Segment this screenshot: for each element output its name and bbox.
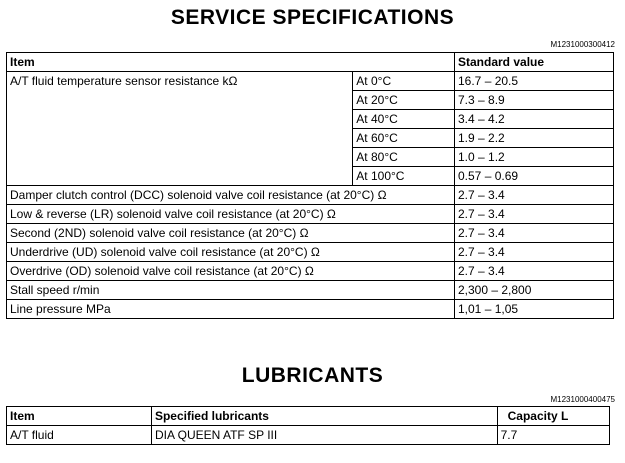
spec-value: 2.7 – 3.4 bbox=[455, 186, 614, 205]
spec-value: 2.7 – 3.4 bbox=[455, 262, 614, 281]
sensor-value: 3.4 – 4.2 bbox=[455, 110, 614, 129]
spec-value: 2.7 – 3.4 bbox=[455, 243, 614, 262]
header-specified-lubricants: Specified lubricants bbox=[151, 407, 497, 426]
spec-item: Line pressure MPa bbox=[7, 300, 455, 319]
lubricants-title: LUBRICANTS bbox=[241, 364, 384, 387]
header-item: Item bbox=[7, 407, 152, 426]
sensor-value: 0.57 – 0.69 bbox=[455, 167, 614, 186]
table-row bbox=[7, 186, 614, 205]
lubricants-table bbox=[6, 406, 610, 445]
table-row bbox=[7, 72, 614, 91]
table-row bbox=[7, 426, 610, 445]
lubricants-code: M1231000400475 bbox=[550, 395, 615, 404]
spec-item: Low & reverse (LR) solenoid valve coil resistance (at 20°C) Ω bbox=[7, 205, 455, 224]
sensor-condition: At 0°C bbox=[353, 72, 455, 91]
spec-value: 2.7 – 3.4 bbox=[455, 205, 614, 224]
spec-item: Damper clutch control (DCC) solenoid valve coil resistance (at 20°C) Ω bbox=[7, 186, 455, 205]
sensor-value: 1.9 – 2.2 bbox=[455, 129, 614, 148]
service-specifications-title: SERVICE SPECIFICATIONS bbox=[170, 6, 455, 29]
sensor-condition: At 100°C bbox=[353, 167, 455, 186]
spec-item: Stall speed r/min bbox=[7, 281, 455, 300]
spec-item: Overdrive (OD) solenoid valve coil resistance (at 20°C) Ω bbox=[7, 262, 455, 281]
header-item: Item bbox=[7, 53, 455, 72]
table-row bbox=[7, 224, 614, 243]
sensor-value: 7.3 – 8.9 bbox=[455, 91, 614, 110]
sensor-condition: At 40°C bbox=[353, 110, 455, 129]
table-header-row bbox=[7, 407, 610, 426]
header-capacity: Capacity L bbox=[497, 407, 609, 426]
spec-value: 2,300 – 2,800 bbox=[455, 281, 614, 300]
spec-item: Underdrive (UD) solenoid valve coil resistance (at 20°C) Ω bbox=[7, 243, 455, 262]
sensor-item-label: A/T fluid temperature sensor resistance kΩ bbox=[7, 72, 353, 186]
spec-value: 1,01 – 1,05 bbox=[455, 300, 614, 319]
header-standard-value: Standard value bbox=[455, 53, 614, 72]
sensor-condition: At 60°C bbox=[353, 129, 455, 148]
lubricant-item: A/T fluid bbox=[7, 426, 152, 445]
table-row bbox=[7, 281, 614, 300]
service-spec-code: M1231000300412 bbox=[550, 40, 615, 49]
table-row bbox=[7, 243, 614, 262]
spec-item: Second (2ND) solenoid valve coil resistance (at 20°C) Ω bbox=[7, 224, 455, 243]
table-row bbox=[7, 300, 614, 319]
table-header-row bbox=[7, 53, 614, 72]
sensor-value: 1.0 – 1.2 bbox=[455, 148, 614, 167]
sensor-condition: At 80°C bbox=[353, 148, 455, 167]
lubricant-name: DIA QUEEN ATF SP III bbox=[151, 426, 497, 445]
table-row bbox=[7, 205, 614, 224]
table-row bbox=[7, 262, 614, 281]
spec-value: 2.7 – 3.4 bbox=[455, 224, 614, 243]
service-spec-table bbox=[6, 52, 614, 319]
lubricant-capacity: 7.7 bbox=[497, 426, 609, 445]
sensor-condition: At 20°C bbox=[353, 91, 455, 110]
sensor-value: 16.7 – 20.5 bbox=[455, 72, 614, 91]
